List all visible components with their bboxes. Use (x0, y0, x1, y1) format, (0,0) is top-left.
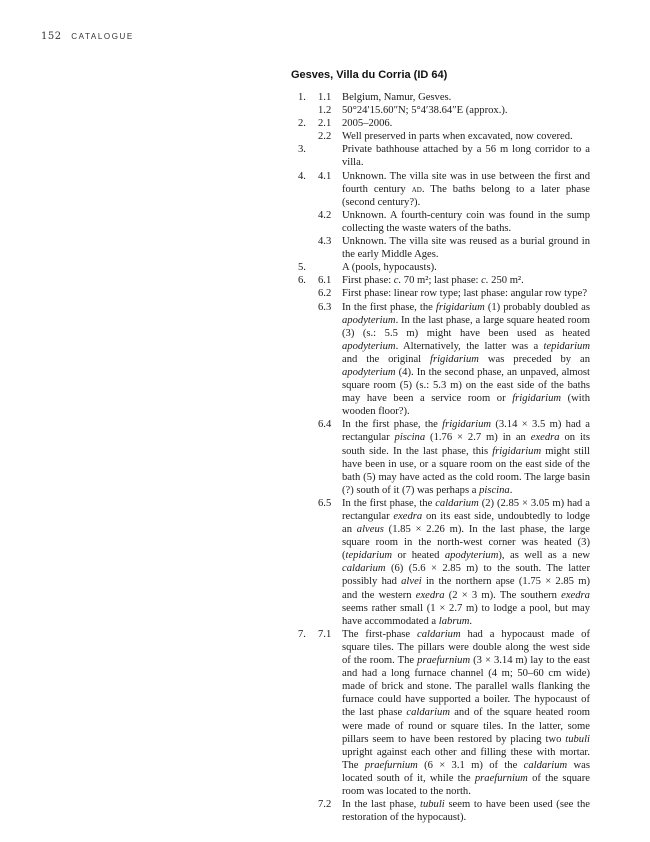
running-head (41, 31, 134, 42)
entry-text: 2005–2006. (342, 118, 393, 130)
catalogue-entry (0, 209, 650, 235)
section-number: 7. (298, 628, 306, 640)
subsection-number: 4.1 (318, 170, 332, 182)
catalogue-entry (0, 798, 650, 824)
subsection-number: 6.2 (318, 288, 332, 300)
catalogue-entry (0, 287, 650, 300)
subsection-number: 6.3 (318, 301, 332, 313)
catalogue-entry (0, 497, 650, 628)
entry-text: 50°24′15.60″N; 5°4′38.64″E (approx.). (342, 105, 508, 117)
entry-text: In the last phase, tubuli seem to have been used (see the restoration of the hypocaust). (342, 799, 590, 824)
entry-text: Unknown. The villa site was reused as a burial ground in the early Middle Ages. (342, 236, 590, 261)
entry-text: In the first phase, the caldarium (2) (2.85 × 3.05 m) had a rectangular exedra on its east side, undoubtedly to lodge an alveus (1.85 × 2.26 m). In the last phase, the large square room in the north-west corner was heated (3) (tepidarium or heated apodyterium), as well as a new caldarium (6) (5.6 × 2.85 m) to the south. The latter possibly had alvei in the northern apse (1.75 × 2.85 m) and the western exedra (2 × 3 m). The southern exedra seems rather small (1 × 2.7 m) to lodge a pool, but may have accommodated a labrum. (342, 497, 590, 627)
catalogue-entry (0, 261, 650, 274)
entry-text: In the first phase, the frigidarium (1) probably doubled as apodyterium. In the last phase, a large square heated room (3) (s.: 5.5 m) might have been used as heated apodyterium. Alternatively, the latter was a tepidarium and the original frigidarium was preceded by an apodyterium (4). In the second phase, an unpaved, almost square room (5) (s.: 5.3 m) on the east side of the baths may have been a service room or frigidarium (with wooden floor?). (342, 301, 590, 418)
entry-title: Gesves, Villa du Corria (ID 64) (291, 69, 448, 81)
catalogue-entry (0, 301, 650, 419)
catalogue-entry (0, 170, 650, 209)
subsection-number: 6.4 (318, 419, 332, 431)
catalogue-entry (0, 117, 650, 130)
subsection-number: 4.3 (318, 236, 332, 248)
section-number: 5. (298, 262, 306, 274)
catalogue-entry (0, 104, 650, 117)
subsection-number: 2.2 (318, 131, 332, 143)
section-number: 2. (298, 118, 306, 130)
catalogue-entry (0, 235, 650, 261)
entry-text: In the first phase, the frigidarium (3.14 × 3.5 m) had a rectangular piscina (1.76 × 2.7 m) in an exedra on its south side. In the last phase, this frigidarium might still have been in use, or a square room on the east side of the bath (5) may have acted as the cold room. The large basin (?) south of it (7) was perhaps a piscina. (342, 419, 590, 496)
subsection-number: 7.2 (318, 799, 332, 811)
catalogue-entry (0, 628, 650, 798)
entry-text: First phase: c. 70 m²; last phase: c. 250 m². (342, 275, 524, 287)
entry-text: Private bathhouse attached by a 56 m long corridor to a villa. (342, 144, 590, 169)
section-number: 1. (298, 92, 306, 103)
entry-text: Unknown. The villa site was in use between the first and fourth century ad. The baths belong to a later phase (second century?). (342, 170, 590, 208)
entry-text: The first-phase caldarium had a hypocaust made of square tiles. The pillars were double along the west side of the room. The praefurnium (3 × 3.14 m) lay to the east and had a long furnace channel (4 m; 50–60 cm wide) made of brick and stone. The parallel walls flanking the furnace could have supported a boiler. The hypocaust of the last phase caldarium and of the square heated room were made of round or square tiles. In the latter, some pillars seem to have been restored by placing two tubuli upright against each other and filling these with mortar. The praefurnium (6 × 3.1 m) of the caldarium was located south of it, while the praefurnium of the square room was located to the north. (342, 628, 591, 797)
section-number: 3. (298, 144, 306, 156)
page-number: 152 (41, 31, 62, 42)
catalogue-entry (0, 274, 650, 287)
section-title: CATALOGUE (71, 32, 134, 41)
catalogue-entries (0, 91, 650, 824)
subsection-number: 4.2 (318, 209, 332, 221)
section-number: 6. (298, 275, 306, 287)
entry-text: Belgium, Namur, Gesves. (342, 92, 452, 103)
subsection-number: 1.1 (318, 92, 332, 103)
subsection-number: 2.1 (318, 118, 332, 130)
subsection-number: 6.5 (318, 497, 332, 509)
section-number: 4. (298, 170, 306, 182)
entry-text: Unknown. A fourth-century coin was found in the sump collecting the waste waters of the baths. (342, 209, 590, 234)
catalogue-entry (0, 130, 650, 143)
subsection-number: 7.1 (318, 628, 332, 640)
catalogue-entry (0, 418, 650, 497)
catalogue-entry (0, 143, 650, 169)
entry-text: Well preserved in parts when excavated, now covered. (342, 131, 573, 143)
entry-text: First phase: linear row type; last phase: angular row type? (342, 288, 588, 300)
entry-text: A (pools, hypocausts). (342, 262, 437, 274)
subsection-number: 6.1 (318, 275, 332, 287)
subsection-number: 1.2 (318, 105, 332, 117)
catalogue-entry (0, 91, 650, 104)
